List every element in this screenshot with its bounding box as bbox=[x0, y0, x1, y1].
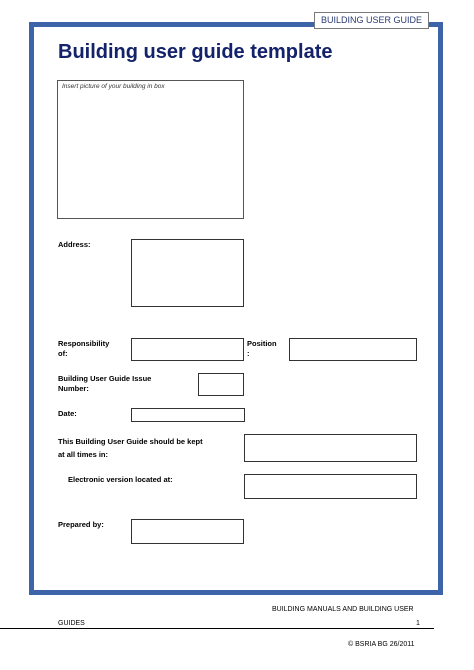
page-title: Building user guide template bbox=[58, 41, 333, 63]
position-label-line2: : bbox=[247, 349, 250, 358]
position-label-line1: Position bbox=[247, 339, 277, 348]
responsibility-field[interactable] bbox=[131, 338, 244, 361]
kept-label-line1: This Building User Guide should be kept bbox=[58, 437, 203, 446]
address-field[interactable] bbox=[131, 239, 244, 307]
responsibility-label-line2: of: bbox=[58, 349, 68, 358]
footer-series-line1: BUILDING MANUALS AND BUILDING USER bbox=[272, 606, 414, 613]
issue-number-label bbox=[58, 374, 151, 394]
prepared-by-label: Prepared by: bbox=[58, 520, 104, 529]
header-tag: BUILDING USER GUIDE bbox=[314, 12, 429, 29]
kept-location-field[interactable] bbox=[244, 434, 417, 462]
responsibility-label-line1: Responsibility bbox=[58, 339, 110, 348]
prepared-by-field[interactable] bbox=[131, 519, 244, 544]
position-label bbox=[247, 339, 277, 359]
issue-number-field[interactable] bbox=[198, 373, 244, 396]
building-picture-box[interactable] bbox=[57, 80, 244, 219]
electronic-version-label: Electronic version located at: bbox=[68, 475, 173, 484]
position-field[interactable] bbox=[289, 338, 417, 361]
date-field[interactable] bbox=[131, 408, 245, 422]
copyright-notice: © BSRIA BG 26/2011 bbox=[348, 641, 415, 648]
responsibility-label bbox=[58, 339, 109, 359]
picture-hint: Insert picture of your building in box bbox=[62, 83, 165, 90]
date-label: Date: bbox=[58, 409, 77, 418]
footer-divider bbox=[0, 628, 434, 629]
kept-label-line2: at all times in: bbox=[58, 450, 109, 459]
issue-label-line1: Building User Guide Issue bbox=[58, 374, 152, 383]
kept-location-label bbox=[58, 435, 203, 461]
address-label: Address: bbox=[58, 240, 91, 249]
footer-series-line2: GUIDES bbox=[58, 620, 85, 627]
issue-label-line2: Number: bbox=[58, 384, 89, 393]
page-number: 1 bbox=[416, 620, 420, 627]
electronic-version-field[interactable] bbox=[244, 474, 417, 499]
